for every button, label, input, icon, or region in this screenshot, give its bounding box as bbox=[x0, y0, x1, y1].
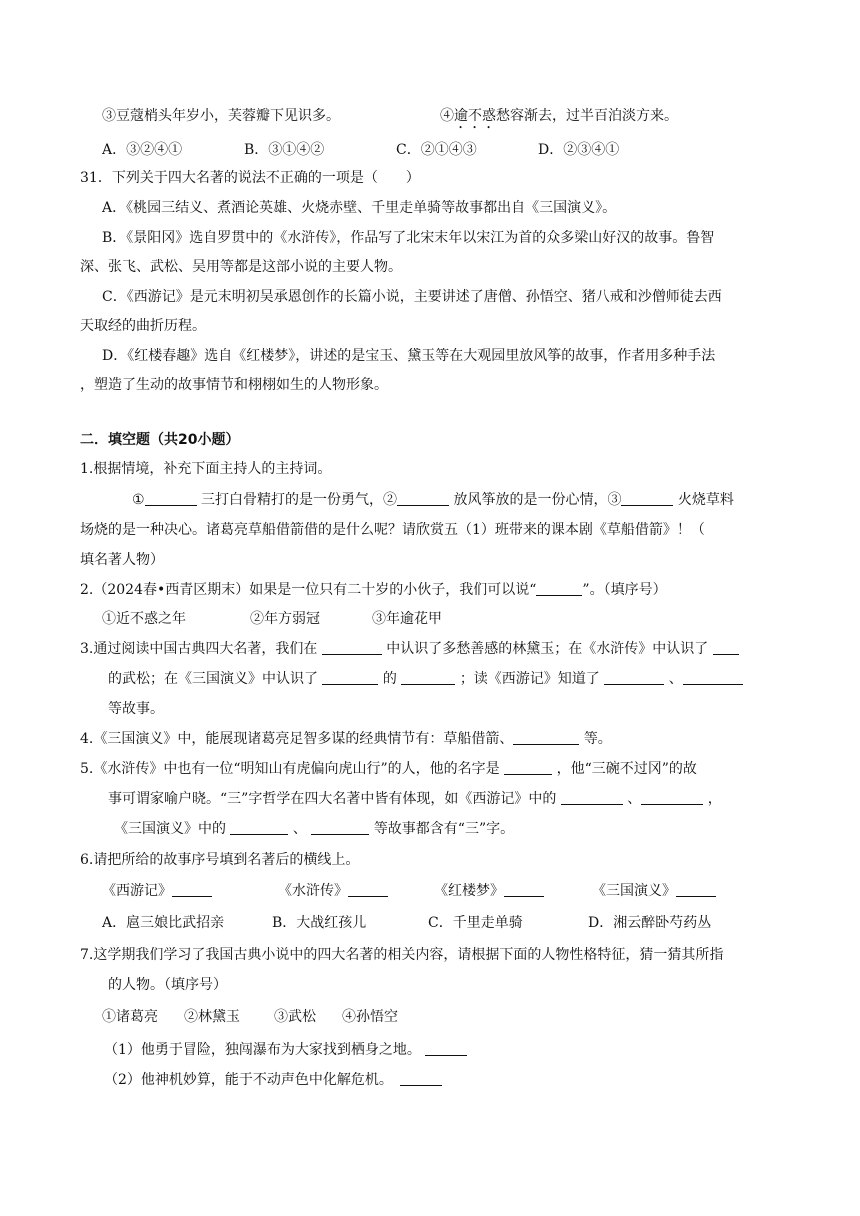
answer-blank[interactable] bbox=[311, 820, 369, 835]
f7-line1: 7.这学期我们学习了我国古典小说中的四大名著的相关内容，请根据下面的人物性格特征，猜一猜其所指 bbox=[80, 947, 724, 963]
f7-option-1: ①诸葛亮 bbox=[102, 1009, 158, 1025]
answer-blank[interactable] bbox=[621, 491, 673, 506]
f3-line2: 的武松；在《三国演义》中认识了 的 ；读《西游记》知道了 、 bbox=[108, 669, 743, 689]
answer-blank[interactable] bbox=[400, 1071, 442, 1086]
f7-option-3: ③武松 bbox=[274, 1009, 316, 1025]
q31-option-a: A．《桃园三结义、煮酒论英雄、火烧赤壁、千里走单骑等故事都出自《三国演义》。 bbox=[102, 200, 617, 216]
answer-blank[interactable] bbox=[513, 730, 579, 745]
q31-option-b-line1: B．《景阳冈》选自罗贯中的《水浒传》，作品写了北宋末年以宋江为首的众多梁山好汉的故事。鲁智 bbox=[102, 230, 715, 246]
f3-line3: 等故事。 bbox=[108, 701, 164, 717]
answer-blank[interactable] bbox=[230, 820, 288, 835]
answer-blank[interactable] bbox=[561, 790, 623, 805]
section-title: 二．填空题（共20小题） bbox=[80, 432, 240, 448]
f7-option-4: ④孙悟空 bbox=[342, 1009, 398, 1025]
f5-line2: 事可谓家喻户晓。“三”字哲学在四大名著中皆有体现，如《西游记》中的 、 ， bbox=[108, 791, 722, 807]
f6-book-1: 《西游记》 bbox=[102, 881, 212, 901]
f6-book-2: 《水浒传》 bbox=[278, 881, 388, 901]
answer-blank[interactable] bbox=[322, 670, 378, 685]
answer-blank[interactable] bbox=[713, 640, 739, 655]
f6-option-a: A．扈三娘比武招亲 bbox=[102, 915, 225, 931]
q30-item-4: ④逾不惑愁容渐去，过半百泊淡方来。 bbox=[440, 108, 678, 124]
answer-blank[interactable] bbox=[641, 790, 703, 805]
f7-sub-1: （1）他勇于冒险，独闯瀑布为大家找到栖身之地。 bbox=[104, 1040, 467, 1060]
answer-blank[interactable] bbox=[401, 670, 455, 685]
f5-line1: 5.《水浒传》中也有一位“明知山有虎偏向虎山行”的人，他的名字是 ，他“三碗不过冈”的故 bbox=[80, 761, 697, 777]
answer-blank[interactable] bbox=[676, 882, 716, 897]
f6-option-c: C．千里走单骑 bbox=[428, 915, 523, 931]
f6-book-4: 《三国演义》 bbox=[592, 881, 716, 901]
answer-blank[interactable] bbox=[172, 882, 212, 897]
answer-blank[interactable] bbox=[145, 491, 197, 506]
emphasis-dots: 逾不惑 bbox=[454, 108, 496, 124]
answer-blank[interactable] bbox=[397, 491, 449, 506]
f2-option-3: ③年逾花甲 bbox=[372, 611, 442, 627]
q31-option-b-line2: 深、张飞、武松、吴用等都是这部小说的主要人物。 bbox=[80, 259, 402, 275]
answer-blank[interactable] bbox=[348, 882, 388, 897]
answer-blank[interactable] bbox=[536, 581, 582, 596]
f1-line1: ① 三打白骨精打的是一份勇气，② 放风筝放的是一份心情，③ 火烧草料 bbox=[132, 492, 734, 508]
f2-option-2: ②年方弱冠 bbox=[250, 611, 320, 627]
q30-item-3: ③豆蔻梢头年岁小，芙蓉瓣下见识多。 bbox=[102, 108, 340, 124]
f6-option-b: B．大战红孩儿 bbox=[272, 915, 367, 931]
q31-option-c-line1: C．《西游记》是元末明初吴承恩创作的长篇小说，主要讲述了唐僧、孙悟空、猪八戒和沙僧师徒去西 bbox=[102, 289, 722, 305]
q31-option-d-line2: ，塑造了生动的故事情节和栩栩如生的人物形象。 bbox=[80, 377, 388, 393]
f2-stem: 2.（2024春•西青区期末）如果是一位只有二十岁的小伙子，我们可以说“ ”。（填序号） bbox=[80, 582, 667, 598]
f7-sub-2: （2）他神机妙算，能于不动声色中化解危机。 bbox=[104, 1070, 442, 1090]
f1-stem: 1.根据情境，补充下面主持人的主持词。 bbox=[80, 461, 332, 477]
answer-blank[interactable] bbox=[322, 640, 382, 655]
answer-blank[interactable] bbox=[604, 670, 664, 685]
f1-line3: 填名著人物） bbox=[80, 552, 164, 568]
f4-stem: 4.《三国演义》中，能展现诸葛亮足智多谋的经典情节有：草船借箭、 等。 bbox=[80, 731, 612, 747]
f5-line3: 《三国演义》中的 、 等故事都含有“三”字。 bbox=[114, 821, 515, 837]
answer-blank[interactable] bbox=[504, 882, 544, 897]
f3-line1: 3.通过阅读中国古典四大名著，我们在 中认识了多愁善感的林黛玉；在《水浒传》中认识了 bbox=[80, 639, 739, 659]
q30-option-a: A．③②④① bbox=[102, 142, 183, 158]
answer-blank[interactable] bbox=[683, 670, 743, 685]
f7-option-2: ②林黛玉 bbox=[184, 1009, 240, 1025]
q30-option-c: C．②①④③ bbox=[396, 142, 477, 158]
answer-blank[interactable] bbox=[425, 1041, 467, 1056]
f6-stem: 6.请把所给的故事序号填到名著后的横线上。 bbox=[80, 852, 360, 868]
q31-stem: 31．下列关于四大名著的说法不正确的一项是（ ） bbox=[80, 170, 420, 186]
f7-line2: 的人物。（填序号） bbox=[108, 977, 227, 993]
f1-line2: 场烧的是一种决心。诸葛亮草船借箭借的是什么呢？请欣赏五（1）班带来的课本剧《草船借箭》！（ bbox=[80, 522, 705, 538]
f6-book-3: 《红楼梦》 bbox=[434, 881, 544, 901]
q30-option-b: B．③①④② bbox=[244, 142, 325, 158]
f2-option-1: ①近不惑之年 bbox=[102, 611, 186, 627]
q31-option-d-line1: D．《红楼春趣》选自《红楼梦》，讲述的是宝玉、黛玉等在大观园里放风筝的故事，作者用多种手法 bbox=[102, 348, 716, 364]
f6-option-d: D．湘云醉卧芍药丛 bbox=[588, 915, 712, 931]
q31-option-c-line2: 天取经的曲折历程。 bbox=[80, 318, 206, 334]
q30-option-d: D．②③④① bbox=[538, 142, 620, 158]
answer-blank[interactable] bbox=[504, 760, 552, 775]
